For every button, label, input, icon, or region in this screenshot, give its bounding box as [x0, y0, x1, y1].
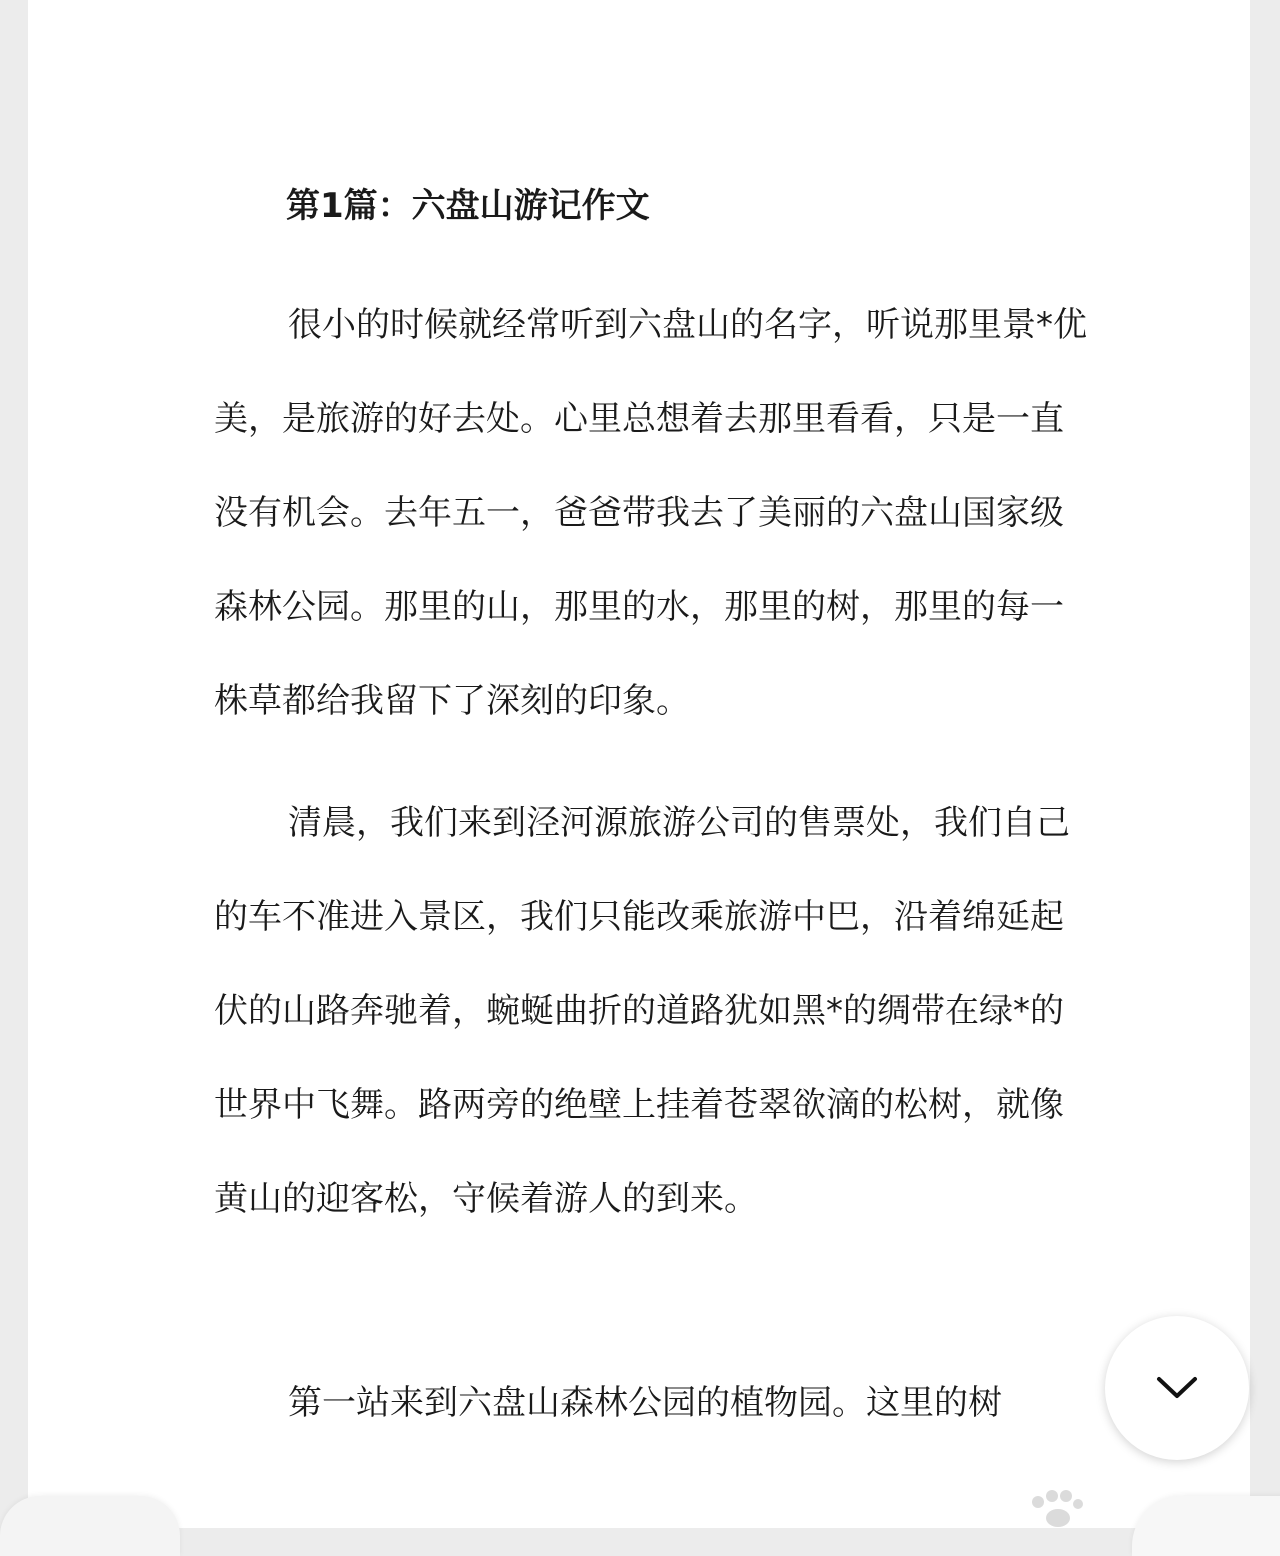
bottom-right-panel	[1132, 1496, 1280, 1556]
paragraph: 清晨，我们来到泾河源旅游公司的售票处，我们自己的车不准进入景区，我们只能改乘旅游中巴，沿着绵延起伏的山路奔驰着，蜿蜒曲折的道路犹如黑*的绸带在绿*的世界中飞舞。路两旁的绝壁上挂着苍翠欲滴的松树，就像黄山的迎客松，守候着游人的到来。	[214, 803, 1070, 1219]
paragraph: 很小的时候就经常听到六盘山的名字，听说那里景*优美，是旅游的好去处。心里总想着去那里看看，只是一直没有机会。去年五一，爸爸带我去了美丽的六盘山国家级森林公园。那里的山，那里的水，那里的树，那里的每一株草都给我留下了深刻的印象。	[214, 305, 1087, 721]
paw-icon	[1026, 1488, 1086, 1528]
bottom-left-panel	[0, 1496, 180, 1556]
chevron-down-icon	[1155, 1375, 1199, 1401]
scroll-down-button[interactable]	[1105, 1316, 1249, 1460]
article-title: 第1篇：六盘山游记作文	[286, 186, 650, 226]
document-page	[28, 0, 1250, 1528]
paragraph: 第一站来到六盘山森林公园的植物园。这里的树	[288, 1383, 1002, 1423]
